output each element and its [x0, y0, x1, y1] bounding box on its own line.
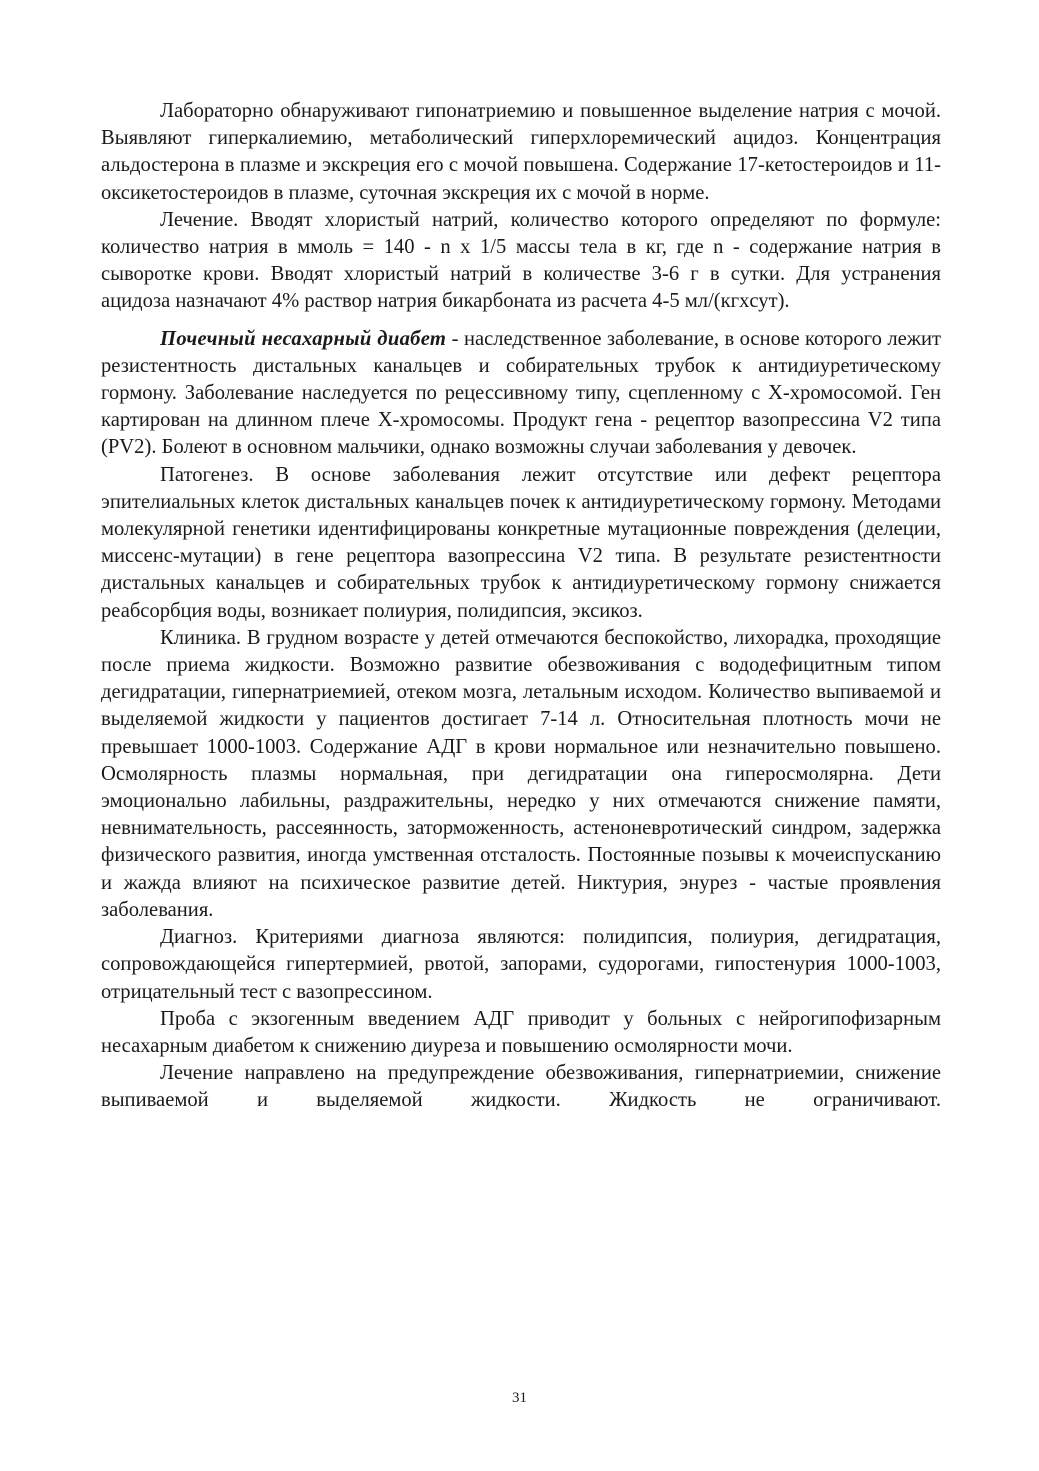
paragraph-lab-findings: Лабораторно обнаруживают гипонатриемию и повышенное выделение натрия с мочой. Выявляют гиперкалиемию, метаболический гиперхлоремический ацидоз. Концентрация альдостерона в плазме и экскреция его с мочой повышена. Содержание 17-кетостероидов и 11-оксикетостероидов в плазме, суточная экскреция их с мочой в норме.	[101, 100, 941, 204]
paragraph-treatment: Лечение. Вводят хлористый натрий, количество которого определяют по формуле: количество натрия в ммоль = 140 - n x 1/5 массы тела в кг, где n - содержание натрия в сыворотке крови. Вводят хлористый натрий в количестве 3-6 г в сутки. Для устранения ацидоза назначают 4% раствор натрия бикарбоната из расчета 4-5 мл/(кгxсут).	[101, 208, 941, 313]
paragraph-treatment-2: Лечение направлено на предупреждение обезвоживания, гипернатриемии, снижение выпиваемой и выделяемой жидкости. Жидкость не ограничивают.	[101, 1062, 941, 1112]
page-number: 31	[512, 1390, 527, 1406]
document-page	[101, 98, 941, 1115]
term-renal-diabetes-insipidus: Почечный несахарный диабет	[160, 327, 447, 350]
paragraph-pathogenesis: Патогенез. В основе заболевания лежит отсутствие или дефект рецептора эпителиальных клеток дистальных канальцев почек к антидиуретическому гормону. Методами молекулярной генетики идентифицированы конкретные мутационные повреждения (делеции, миссенс-мутации) в гене рецептора вазопрессина V2 типа. В результате резистентности дистальных канальцев и собирательных трубок к антидиуретическому гормону снижается реабсорбция воды, возникает полиурия, полидипсия, эксикоз.	[101, 463, 941, 622]
paragraph-adh-test: Проба с экзогенным введением АДГ приводит у больных с нейрогипофизарным несахарным диабетом к снижению диуреза и повышению осмолярности мочи.	[101, 1007, 941, 1057]
paragraph-clinic: Клиника. В грудном возрасте у детей отмечаются беспокойство, лихорадка, проходящие после приема жидкости. Возможно развитие обезвоживания с вододефицитным типом дегидратации, гипернатриемией, отеком мозга, летальным исходом. Количество выпиваемой и выделяемой жидкости у пациентов достигает 7-14 л. Относительная плотность мочи не превышает 1000-1003. Содержание АДГ в крови нормальное или незначительно повышено. Осмолярность плазмы нормальная, при дегидратации она гиперосмолярна. Дети эмоционально лабильны, раздражительны, нередко у них отмечаются снижение памяти, невнимательность, рассеянность, заторможенность, астеноневротический синдром, задержка физического развития, иногда умственная отсталость. Постоянные позывы к мочеиспусканию и жажда влияют на психическое развитие детей. Никтурия, энурез - частые проявления заболевания.	[101, 626, 941, 921]
paragraph-renal-diabetes-insipidus	[101, 326, 941, 462]
paragraph-diagnosis: Диагноз. Критериями диагноза являются: полидипсия, полиурия, дегидратация, сопровождающейся гипертермией, рвотой, запорами, судорогами, гипостенурия 1000-1003, отрицательный тест с вазопрессином.	[101, 926, 941, 1003]
paragraph-renal-diabetes-insipidus-text: - наследственное заболевание, в основе которого лежит резистентность дистальных канальцев и собирательных трубок к антидиуретическому гормону. Заболевание наследуется по рецессивному типу, сцепленному с Х-хромосомой. Ген картирован на длинном плече Х-хромосомы. Продукт гена - рецептор вазопрессина V2 типа (PV2). Болеют в основном мальчики, однако возможны случаи заболевания у девочек.	[101, 327, 941, 459]
